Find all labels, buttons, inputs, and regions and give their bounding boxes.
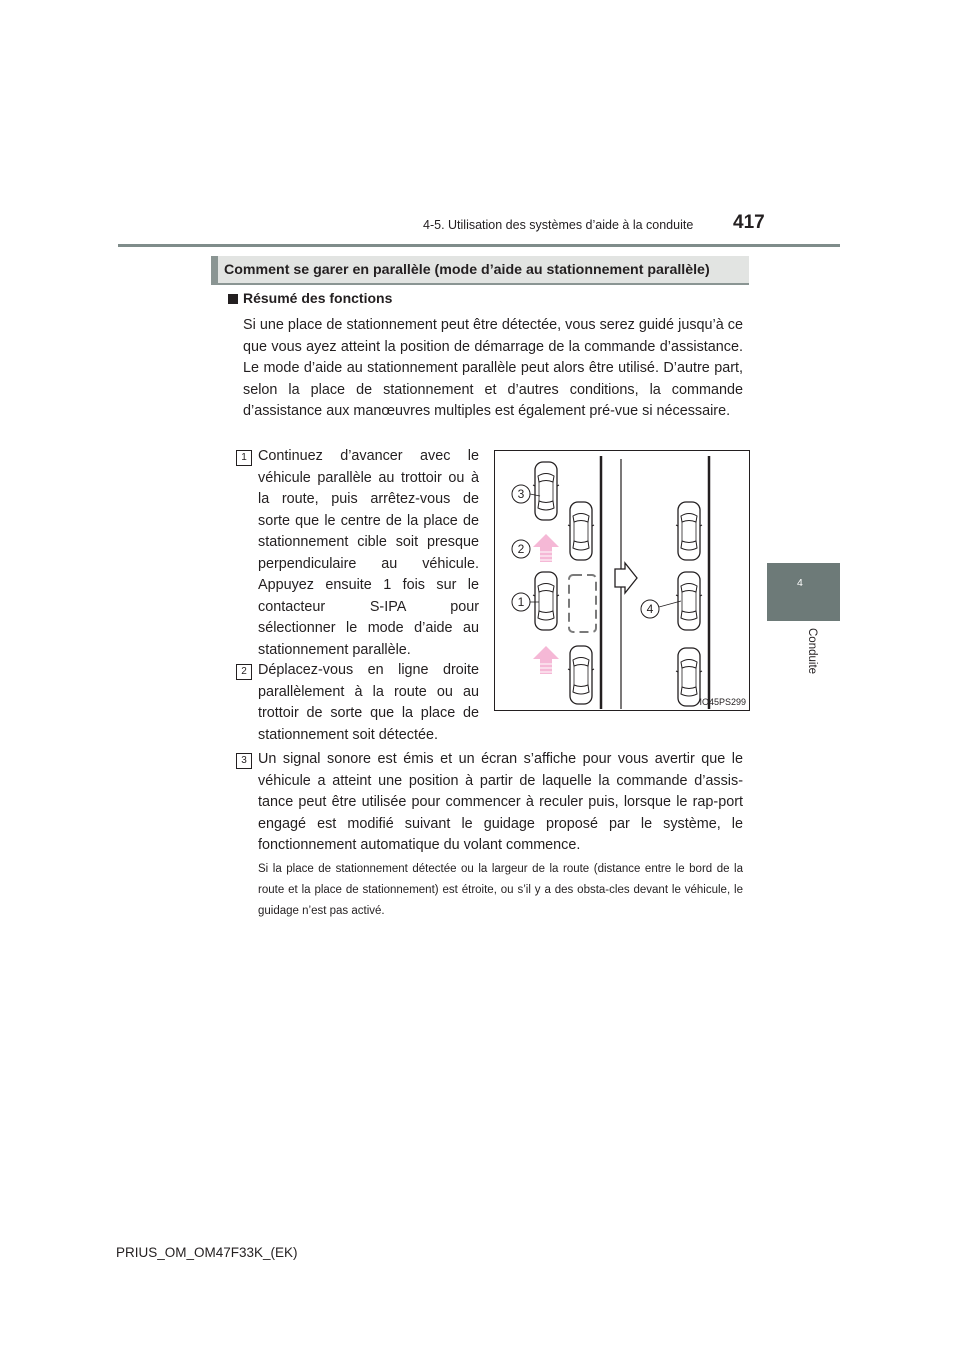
vehicle-position-1-icon — [533, 572, 559, 630]
step-text-1: Continuez d’avancer avec le véhicule parallèle au trottoir ou à la route, puis arrêtez-vous de sorte que le centre de la place de stationnement cible soit presque perpendiculaire au véhicule. Appuyez ensuite 1 fois sur le contacteur S-IPA pour sélectionner le mode d’aide au stationnement parallèle. — [258, 448, 479, 658]
callout-4-label: 4 — [646, 602, 654, 616]
figure-code: IO45PS299 — [699, 697, 746, 707]
note-paragraph: Si la place de stationnement détectée ou la largeur de la route (distance entre le bord de la route et la place de stationnement) est étroite, ou s’il y a des obsta-cles devant le véhicule, le guidage n’est pas activé. — [258, 863, 743, 917]
step-number-2: 2 — [236, 664, 252, 680]
step-text-2: Déplacez-vous en ligne droite parallèlement à la route ou au trottoir de sorte que la place de stationnement soit détectée. — [258, 662, 479, 743]
document-footer: PRIUS_OM_OM47F33K_(EK) — [116, 1245, 298, 1260]
intro-paragraph: Si une place de stationnement peut être détectée, vous serez guidé jusqu’à ce que vous ayez atteint la position de démarrage de la commande d’assistance. Le mode d’aide au stationnement parallèle peut alors être utilisé. D’autre part, selon la place de stationnement et d’autres conditions, la commande d’assistance aux manœuvres multiples est également pré-vue si nécessaire. — [243, 317, 743, 419]
chapter-number: 4 — [797, 577, 803, 589]
parking-diagram-svg — [495, 451, 751, 712]
callout-2-label: 2 — [517, 542, 525, 556]
callout-1-label: 1 — [517, 595, 525, 609]
callout-2 — [512, 540, 530, 558]
forward-arrow-icon — [533, 534, 559, 562]
chapter-label: Conduite — [806, 628, 818, 675]
section-title: Comment se garer en parallèle (mode d’aide au stationnement parallèle) — [224, 262, 710, 278]
square-bullet-icon — [228, 294, 238, 304]
chapter-tab — [767, 563, 840, 621]
step-text-3: Un signal sonore est émis et un écran s’affiche pour vous avertir que le véhicule a atteint une position à partir de laquelle la commande d’assis-tance peut être utilisée pour commencer à reculer puis, lorsque le rap-port engagé est modifié suivant le guidage proposé par le système, le fonctionnement automatique du volant commence. — [258, 751, 743, 853]
callout-3-label: 3 — [517, 487, 525, 501]
page-number: 417 — [733, 212, 765, 233]
subheading: Résumé des fonctions — [243, 290, 393, 306]
forward-arrow-icon — [533, 646, 559, 674]
running-header-section: 4-5. Utilisation des systèmes d’aide à la conduite — [423, 218, 694, 232]
step-number-3: 3 — [236, 753, 252, 769]
parked-car-icon — [676, 648, 702, 706]
parked-car-icon — [568, 646, 594, 704]
target-parking-slot — [569, 575, 596, 632]
parking-diagram — [494, 450, 750, 711]
step-number-1: 1 — [236, 450, 252, 466]
parked-car-icon — [568, 502, 594, 560]
vehicle-position-3-icon — [533, 462, 559, 520]
parked-car-icon — [676, 502, 702, 560]
hollow-right-arrow-icon — [615, 563, 637, 593]
callout-4 — [641, 600, 681, 618]
header-rule — [118, 244, 840, 247]
